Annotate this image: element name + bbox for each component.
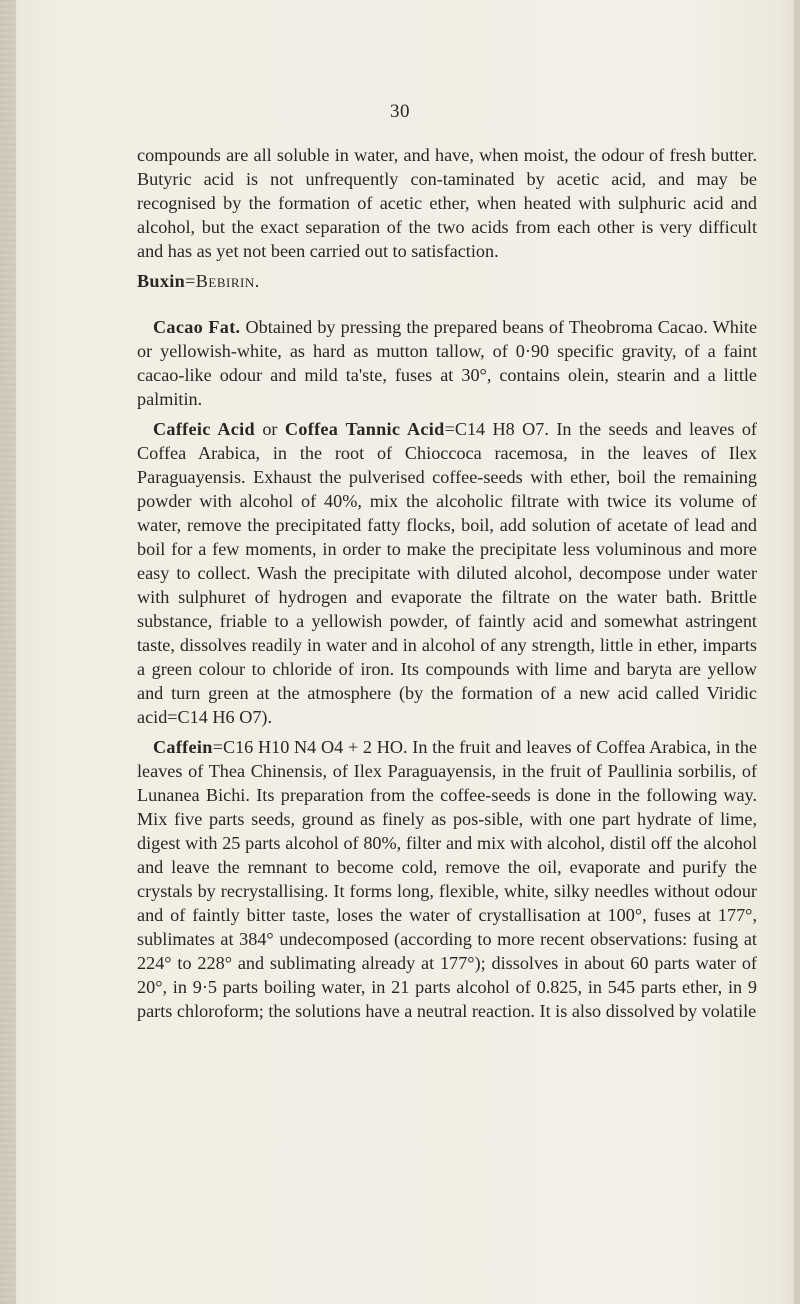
page-number: 30 <box>390 101 410 122</box>
entry-cacao-fat-text: Obtained by pressing the prepared beans of Theobroma Cacao. White or yellowish-white, as hard as mutton tallow, of 0·90 specific gravity, of a faint cacao-like odour and mild ta'ste, fuses at 30°, contains olein, stearin and a little palmitin. <box>137 317 758 409</box>
entry-term-caffeic-acid: Caffeic Acid <box>153 419 255 439</box>
entry-buxin-reference: =Bebirin. <box>185 271 260 291</box>
body-text <box>137 143 757 1023</box>
entry-term-coffea-tannic-acid: Coffea Tannic Acid <box>284 419 445 439</box>
entry-term-cacao-fat: Cacao Fat. <box>153 317 241 337</box>
entry-caffeic-acid <box>137 417 757 729</box>
entry-buxin <box>137 269 757 293</box>
entry-caffein-formula: =C16 H10 N4 O4 + 2 HO. <box>212 737 408 757</box>
entry-caffein <box>137 735 757 1023</box>
entry-caffeic-formula: =C14 H8 O7. <box>444 419 549 439</box>
entry-term-buxin: Buxin <box>137 271 186 291</box>
page-right-edge <box>794 0 800 1304</box>
entry-cacao-fat <box>137 315 757 411</box>
page-gutter-edge <box>0 0 16 1304</box>
entry-caffein-text: In the fruit and leaves of Coffea Arabica, in the leaves of Thea Chinensis, of Ilex Paraguayensis, in the fruit of Paullinia sorbilis, of Lunanea Bichi. Its preparation from the coffee-seeds is done in the following way. Mix five parts seeds, ground as finely as pos-sible, with one part hydrate of lime, digest with 25 parts alcohol of 80%, filter and mix with alcohol, distil off the alcohol and leave the remnant to become cold, remove the oil, evaporate and purify the crystals by recrystallising. It forms long, flexible, white, silky needles without odour and of faintly bitter taste, loses the water of crystallisation at 100°, fuses at 177°, sublimates at 384° undecomposed (according to more recent observations: fusing at 224° to 228° and sublimating already at 177°); dissolves in about 60 parts water of 20°, in 9·5 parts boiling water, in 21 parts alcohol of 0.825, in 545 parts ether, in 9 parts chloroform; the solutions have a neutral reaction. It is also dissolved by volatile <box>137 737 757 1021</box>
paragraph-butyric-continuation: compounds are all soluble in water, and have, when moist, the odour of fresh butter. Butyric acid is not unfrequently con-taminated by acetic acid, and may be recognised by the formation of acetic ether, when heated with sulphuric acid and alcohol, but the exact separation of the two acids from each other is very difficult and has as yet not been carried out to satisfaction. <box>137 145 757 261</box>
entry-caffeic-or: or <box>254 419 285 439</box>
entry-term-caffein: Caffein <box>153 737 213 757</box>
entry-caffeic-acid-text: In the seeds and leaves of Coffea Arabica, in the root of Chioccoca racemosa, in the leaves of Ilex Paraguayensis. Exhaust the pulverised coffee-seeds with ether, boil the remaining powder with alcohol of 40%, mix the alcoholic filtrate with twice its volume of water, remove the precipitated fatty flocks, boil, add solution of acetate of lead and boil for a few moments, in order to make the precipitate less voluminous and more easy to collect. Wash the precipitate with diluted alcohol, decompose under water with sulphuret of hydrogen and evaporate the filtrate on the water bath. Brittle substance, friable to a yellowish powder, of faintly acid and somewhat astringent taste, dissolves readily in water and in alcohol of any strength, little in ether, imparts a green colour to chloride of iron. Its compounds with lime and baryta are yellow and turn green at the atmosphere (by the formation of a new acid called Viridic acid=C14 H6 O7). <box>137 419 757 727</box>
